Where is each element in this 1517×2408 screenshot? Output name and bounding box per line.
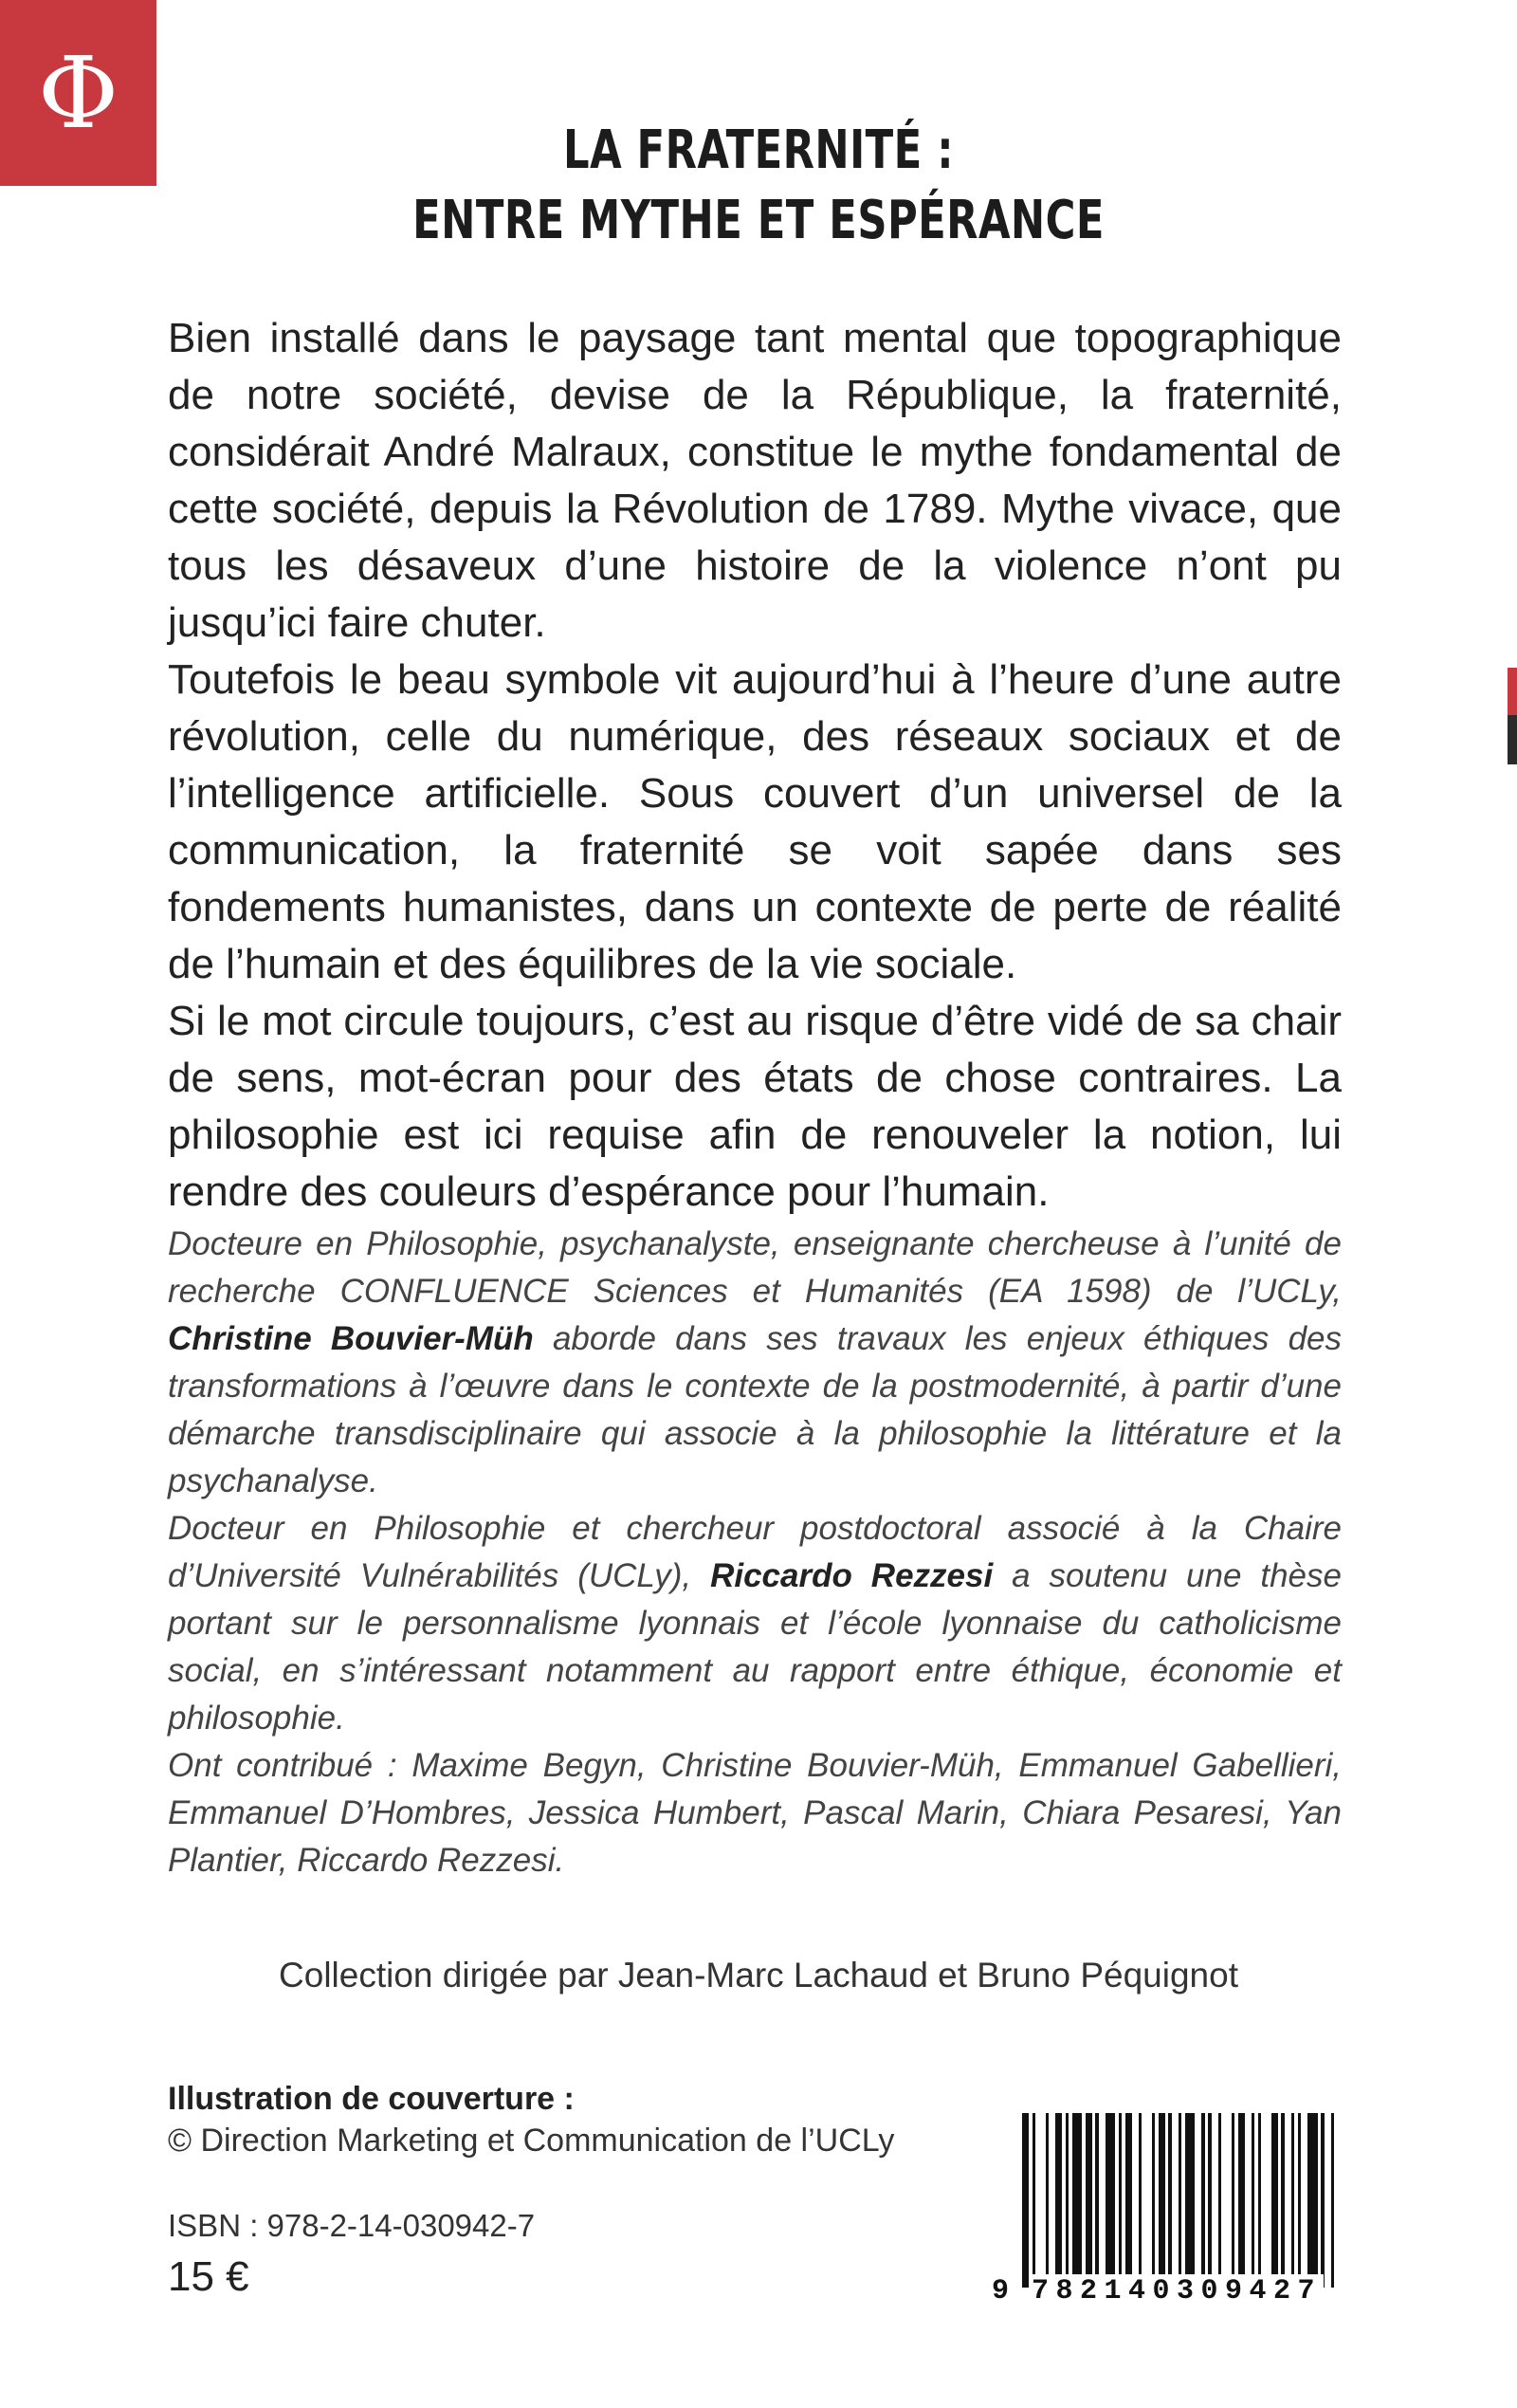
author-bio-2	[168, 1505, 1342, 1742]
barcode-bar	[1168, 2113, 1172, 2288]
back-cover-blurb	[168, 310, 1342, 1221]
barcode-digit-group: 782140309427	[1032, 2275, 1323, 2307]
barcode-first-digit: 9	[992, 2275, 1010, 2307]
phi-logo-icon: Φ	[37, 35, 119, 151]
barcode-bar	[1125, 2113, 1132, 2288]
bio2-text-before: Docteur en Philosophie et chercheur postdoctoral associé à la Chaire d’Université Vulnérabilités (UCLy),	[168, 1510, 1342, 1594]
barcode-bar	[1119, 2113, 1123, 2288]
barcode-bar	[1139, 2113, 1142, 2288]
barcode-bar	[1152, 2113, 1156, 2288]
barcode-bar	[1022, 2113, 1029, 2288]
isbn: ISBN : 978-2-14-030942-7	[168, 2208, 536, 2243]
barcode-bar	[1055, 2113, 1062, 2288]
barcode-bar	[1252, 2113, 1255, 2288]
barcode-bar	[1066, 2113, 1069, 2288]
author-name-2: Riccardo Rezzesi	[710, 1557, 994, 1594]
barcode-bar	[1106, 2113, 1116, 2288]
blurb-paragraph-3: Si le mot circule toujours, c’est au risque d’être vidé de sa chair de sens, mot-écran pour des états de chose contraires. La philosophie est ici requise afin de renouveler la notion, lui rendre des couleurs d’espérance pour l’humain.	[168, 998, 1342, 1215]
illustration-label: Illustration de couverture :	[168, 2081, 575, 2117]
barcode-bar	[1046, 2113, 1050, 2288]
author-bio-1	[168, 1221, 1342, 1505]
barcode-bar	[1298, 2113, 1302, 2288]
barcode-bar	[1095, 2113, 1099, 2288]
blurb-paragraph-2: Toutefois le beau symbole vit aujourd’hui à l’heure d’une autre révolution, celle du numérique, des réseaux sociaux et de l’intelligence artificielle. Sous couvert d’un universel de la communication, la fraternité se voit sapée dans ses fondements humanistes, dans un contexte de perte de réalité de l’humain et des équilibres de la vie sociale.	[168, 656, 1342, 987]
bio1-text-before: Docteure en Philosophie, psychanalyste, enseignante chercheuse à l’unité de recherche CONFLUENCE Sciences et Humanités (EA 1598) de l’UCLy,	[168, 1225, 1342, 1310]
author-name-1: Christine Bouvier-Müh	[168, 1320, 534, 1357]
barcode-bar	[1218, 2113, 1222, 2288]
barcode-bar	[1201, 2113, 1205, 2288]
barcode-bar	[1321, 2113, 1325, 2288]
barcode-digits	[992, 2274, 1343, 2308]
barcode-bar	[1307, 2113, 1318, 2288]
barcode-bar	[1238, 2113, 1245, 2288]
bio2-text-after: a soutenu une thèse portant sur le personnalisme lyonnais et l’école lyonnaise du catholicisme social, en s’intéressant notamment au rapport entre éthique, économie et philosophie.	[168, 1557, 1342, 1737]
spine-mark-dark	[1508, 715, 1517, 764]
title-line-2: ENTRE MYTHE ET ESPÉRANCE	[412, 190, 1105, 251]
barcode-bar	[1086, 2113, 1092, 2288]
barcode-bars	[1022, 2113, 1340, 2288]
bio1-text-after: aborde dans ses travaux les enjeux éthiques des transformations à l’œuvre dans le contexte de la postmodernité, à partir d’une démarche transdisciplinaire qui associe à la philosophie la littérature et la psychanalyse.	[168, 1320, 1342, 1499]
illustration-credit: © Direction Marketing et Communication de l’UCLy	[168, 2123, 895, 2159]
barcode	[992, 2113, 1343, 2308]
spine-mark-red	[1508, 668, 1517, 715]
book-title	[106, 116, 1411, 256]
contributors-list: Ont contribué : Maxime Begyn, Christine Bouvier-Müh, Emmanuel Gabellieri, Emmanuel D’Hombres, Jessica Humbert, Pascal Marin, Chiara Pesaresi, Yan Plantier, Riccardo Rezzesi.	[168, 1747, 1342, 1879]
blurb-paragraph-1: Bien installé dans le paysage tant mental que topographique de notre société, devise de la République, la fraternité, considérait André Malraux, constitue le mythe fondamental de cette société, depuis la Révolution de 1789. Mythe vivace, que tous les désaveux d’une histoire de la violence n’ont pu jusqu’ici faire chuter.	[168, 315, 1342, 646]
price: 15 €	[168, 2253, 249, 2300]
barcode-bar	[1258, 2113, 1262, 2288]
barcode-bar	[1291, 2113, 1295, 2288]
barcode-bar	[1208, 2113, 1212, 2288]
barcode-bar	[1232, 2113, 1235, 2288]
barcode-bar	[1271, 2113, 1278, 2288]
title-line-1: LA FRATERNITÉ :	[563, 119, 954, 181]
barcode-bar	[1072, 2113, 1083, 2288]
barcode-bar	[1185, 2113, 1196, 2288]
barcode-bar	[1159, 2113, 1165, 2288]
barcode-bar	[1033, 2113, 1036, 2288]
barcode-bar	[1281, 2113, 1285, 2288]
barcode-bar	[1331, 2113, 1335, 2288]
collection-credit: Collection dirigée par Jean-Marc Lachaud et Bruno Péquignot	[279, 1956, 1238, 1994]
barcode-bar	[1179, 2113, 1182, 2288]
